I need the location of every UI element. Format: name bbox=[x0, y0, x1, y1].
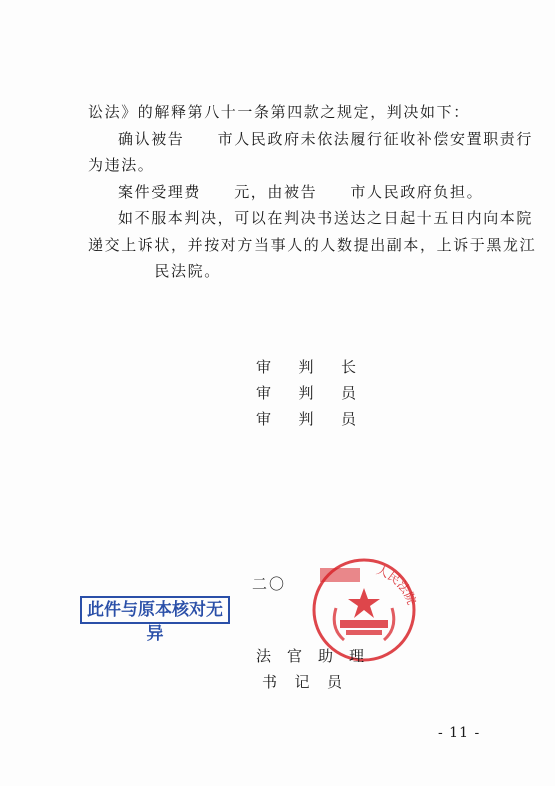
signature-presiding-judge bbox=[256, 357, 356, 377]
sig-char: 员 bbox=[340, 410, 356, 428]
signature-clerk bbox=[262, 672, 342, 692]
body-line-7: 民法院。 bbox=[88, 262, 221, 280]
sig-char: 记 bbox=[294, 673, 310, 691]
signature-assistant bbox=[256, 646, 364, 666]
body-line-6: 递交上诉状，并按对方当事人的人数提出副本，上诉于黑龙江 bbox=[88, 236, 537, 254]
judgment-date: 二〇 bbox=[252, 575, 287, 593]
body-line-1: 讼法》的解释第八十一条第四款之规定，判决如下： bbox=[88, 103, 470, 121]
svg-text:人民法院 bbox=[374, 563, 418, 607]
signature-judge-2 bbox=[256, 409, 356, 429]
sig-char: 审 bbox=[256, 384, 272, 402]
sig-char: 判 bbox=[298, 384, 314, 402]
sig-char: 助 bbox=[317, 647, 333, 665]
sig-char: 员 bbox=[326, 673, 342, 691]
seal-text: 人民法院 bbox=[374, 562, 419, 607]
page-number: - 11 - bbox=[438, 725, 481, 741]
sig-char: 法 bbox=[256, 647, 272, 665]
body-line-5: 如不服本判决，可以在判决书送达之日起十五日内向本院 bbox=[118, 209, 534, 227]
sig-char: 判 bbox=[298, 358, 314, 376]
sig-char: 理 bbox=[348, 647, 364, 665]
sig-char: 书 bbox=[262, 673, 278, 691]
signature-judge-1 bbox=[256, 383, 356, 403]
sig-char: 官 bbox=[286, 647, 302, 665]
sig-char: 判 bbox=[298, 410, 314, 428]
sig-char: 长 bbox=[340, 358, 356, 376]
body-line-4: 案件受理费 元，由被告 市人民政府负担。 bbox=[118, 183, 484, 201]
verification-stamp: 此件与原本核对无异 bbox=[80, 596, 230, 624]
sig-char: 审 bbox=[256, 358, 272, 376]
body-line-3: 为违法。 bbox=[88, 156, 155, 174]
sig-char: 审 bbox=[256, 410, 272, 428]
body-line-2: 确认被告 市人民政府未依法履行征收补偿安置职责行 bbox=[118, 130, 534, 148]
sig-char: 员 bbox=[340, 384, 356, 402]
